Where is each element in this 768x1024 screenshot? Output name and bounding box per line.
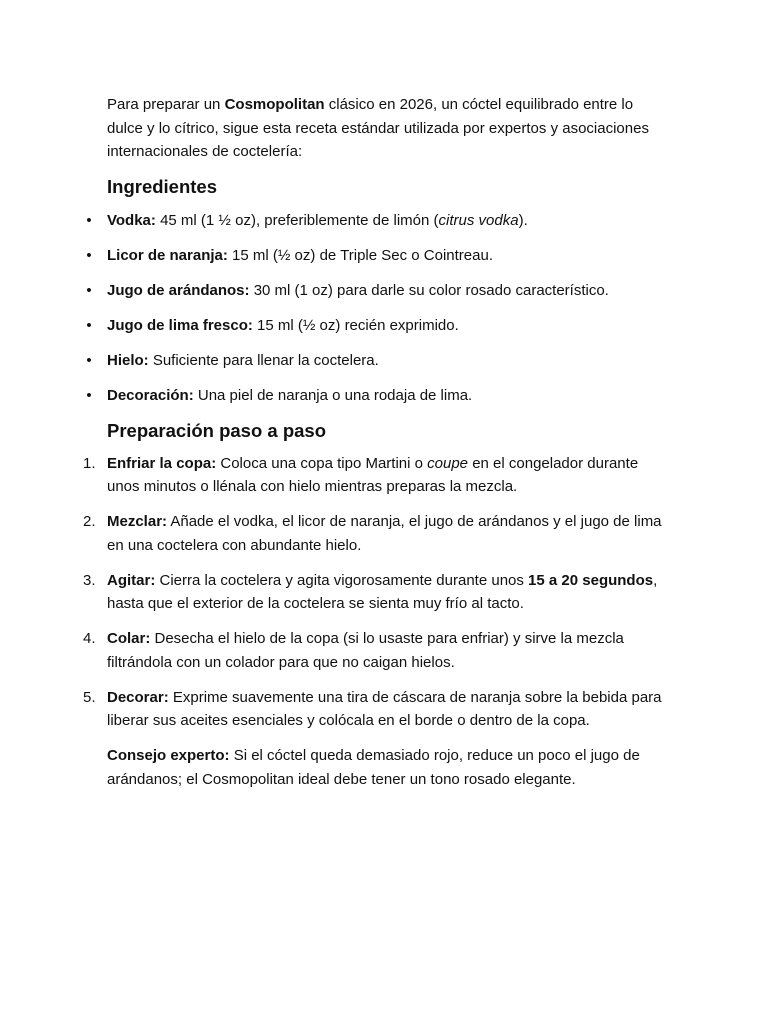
ingredient-text: 45 ml (1 ½ oz), preferiblemente de limón ( [155,211,439,229]
step-label: Mezclar: [107,513,168,530]
intro-paragraph [107,93,667,164]
bullet-marker: • [86,351,92,369]
ingredient-label: Licor de naranja: [107,246,228,264]
ingredient-item-garnish [86,384,667,408]
step-label: Colar: [107,630,151,647]
ingredients-heading: Ingredientes [107,175,217,197]
ingredient-text: 15 ml (½ oz) recién exprimido. [252,316,459,334]
step-number: 3. [83,571,96,589]
step-number: 4. [83,630,96,647]
document-body [83,93,667,791]
ingredient-text: Una piel de naranja o una rodaja de lima. [193,386,473,404]
ingredient-label: Vodka: [107,211,156,229]
bullet-marker: • [86,386,92,404]
step-text: Desecha el hielo de la copa (si lo usaste para enfriar) y sirve la mezcla filtrándola con un colador para que no caigan hielos. [107,630,624,671]
ingredient-text: 15 ml (½ oz) de Triple Sec o Cointreau. [227,246,493,264]
bullet-marker: • [86,281,92,299]
step-item-garnish [83,686,667,733]
ingredient-item-ice [86,349,667,373]
step-italic: coupe [427,454,469,472]
ingredient-text: 30 ml (1 oz) para darle su color rosado característico. [249,281,609,299]
step-item-strain [83,627,667,674]
step-text: Coloca una copa tipo Martini o [216,454,428,472]
step-item-chill-glass [83,452,667,499]
steps-list [83,452,667,733]
step-label: Agitar: [107,571,156,589]
step-text: Exprime suavemente una tira de cáscara de naranja sobre la bebida para liberar sus aceites esenciales y colócala en el borde o dentro de la copa. [107,688,662,729]
bullet-marker: • [86,246,92,264]
step-label: Enfriar la copa: [107,454,217,472]
ingredient-label: Decoración: [107,386,194,404]
ingredient-label: Jugo de arándanos: [107,281,250,299]
bullet-marker: • [86,211,92,229]
step-number: 1. [83,454,96,472]
step-number: 2. [83,513,96,530]
ingredient-item-vodka [86,209,667,233]
step-bold-duration: 15 a 20 segundos [528,571,654,589]
ingredient-item-orange-liqueur [86,244,667,268]
ingredient-text-end: ). [518,211,528,229]
step-text: Cierra la coctelera y agita vigorosamente durante unos [155,571,529,589]
tip-text: Si el cóctel queda demasiado rojo, reduce un poco el jugo de arándanos; el Cosmopolitan ideal debe tener un tono rosado elegante. [107,747,640,788]
ingredient-label: Jugo de lima fresco: [107,316,253,334]
step-label: Decorar: [107,688,169,706]
step-text-end: en el congelador durante unos minutos o llénala con hielo mientras preparas la mezcla. [107,454,639,495]
step-number: 5. [83,688,96,706]
ingredient-text: Suficiente para llenar la coctelera. [148,351,379,369]
ingredient-italic: citrus vodka [438,211,519,229]
ingredient-item-lime-juice [86,314,667,338]
ingredient-item-cranberry-juice [86,279,667,303]
steps-heading: Preparación paso a paso [107,419,327,441]
step-item-mix [83,510,667,557]
step-text: Añade el vodka, el licor de naranja, el jugo de arándanos y el jugo de lima en una coctelera con abundante hielo. [107,513,662,554]
tip-label: Consejo experto: [107,747,230,764]
expert-tip [107,744,667,791]
intro-text: Para preparar un [107,96,225,113]
intro-cocktail-name: Cosmopolitan [224,96,325,113]
ingredient-label: Hielo: [107,351,149,369]
intro-text-continued: clásico en 2026, un cóctel equilibrado entre lo dulce y lo cítrico, sigue esta receta estándar utilizada por expertos y asociaciones internacionales de coctelería: [107,96,649,160]
step-item-shake [83,569,667,616]
bullet-marker: • [86,316,92,334]
step-text-end: , hasta que el exterior de la coctelera se sienta muy frío al tacto. [107,571,658,612]
ingredients-list [86,209,667,408]
